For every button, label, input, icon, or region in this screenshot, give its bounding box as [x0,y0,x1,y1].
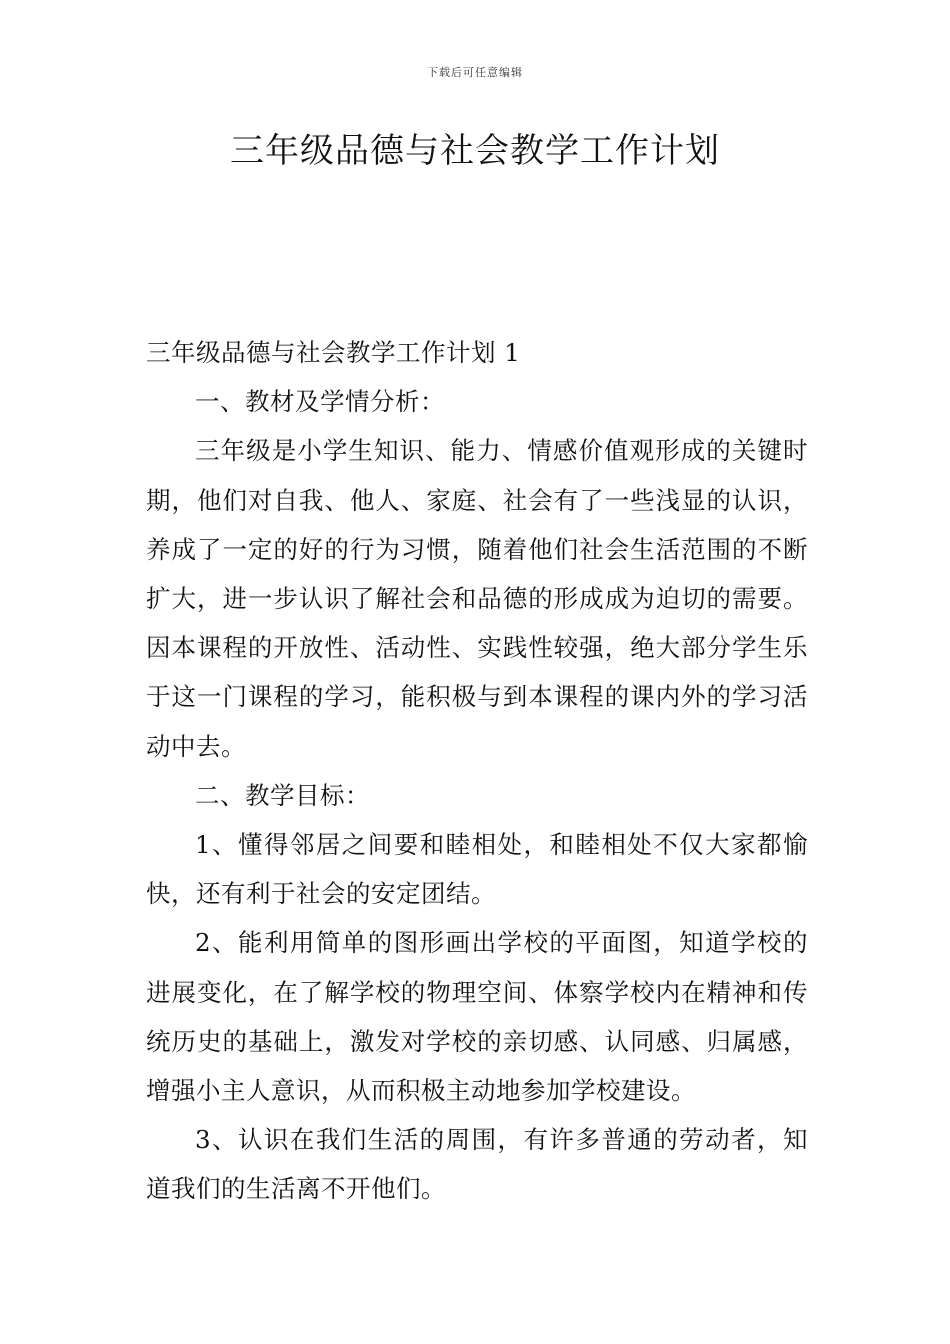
body-paragraph: 2、能利用简单的图形画出学校的平面图，知道学校的进展变化，在了解学校的物理空间、体察学校内在精神和传统历史的基础上，激发对学校的亲切感、认同感、归属感，增强小主人意识，从而积极主动地参加学校建设。 [146,928,808,1106]
page-title: 三年级品德与社会教学工作计划 [230,131,720,171]
body-paragraph: 1、懂得邻居之间要和睦相处，和睦相处不仅大家都愉快，还有利于社会的安定团结。 [146,830,808,909]
body-paragraph: 3、认识在我们生活的周围，有许多普通的劳动者，知道我们的生活离不开他们。 [146,1125,808,1204]
subsection-heading: 二、教学目标： [195,780,370,810]
section-heading: 三年级品德与社会教学工作计划 1 [146,338,521,367]
header-note: 下载后可任意编辑 [427,66,523,79]
subsection-heading: 一、教材及学情分析： [195,387,445,417]
body-paragraph: 三年级是小学生知识、能力、情感价值观形成的关键时期，他们对自我、他人、家庭、社会有了一些浅显的认识，养成了一定的好的行为习惯，随着他们社会生活范围的不断扩大，进一步认识了解社会和品德的形成成为迫切的需要。因本课程的开放性、活动性、实践性较强，绝大部分学生乐于这一门课程的学习，能积极与到本课程的课内外的学习活动中去。 [146,436,808,761]
document-body [146,328,808,1214]
